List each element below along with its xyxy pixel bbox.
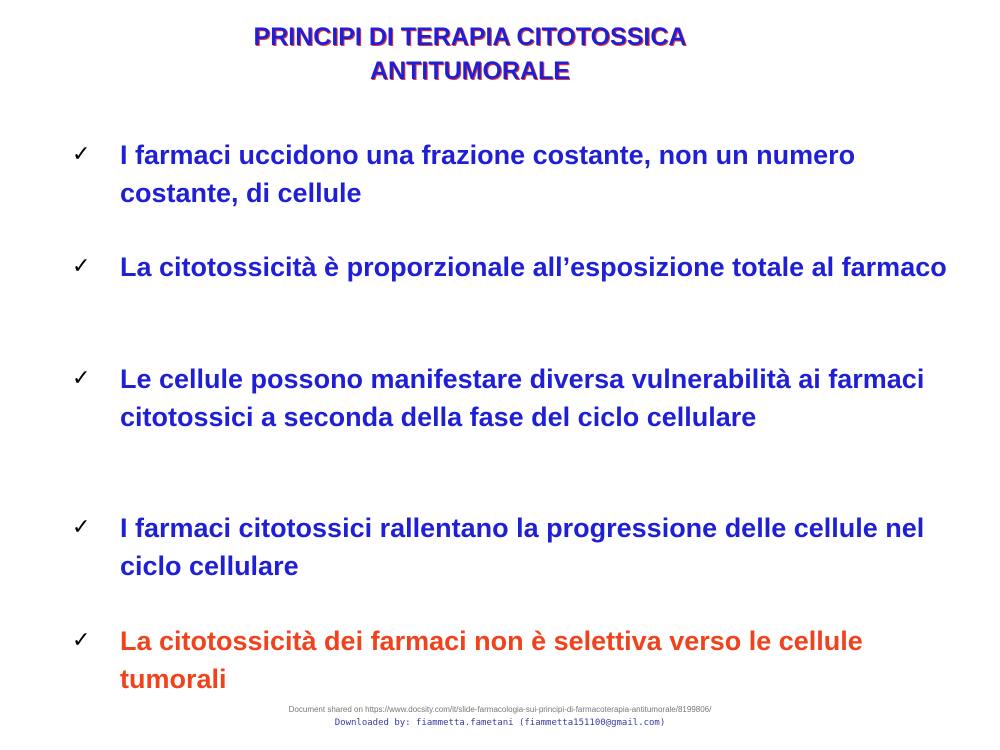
checkmark-icon: ✓ (72, 515, 91, 540)
checkmark-icon: ✓ (72, 628, 91, 653)
download-info: Downloaded by: fiammetta.fametani (fiammetta151100@gmail.com) (334, 718, 666, 728)
bullet-text: I farmaci citotossici rallentano la progressione delle cellule nel ciclo cellulare (120, 513, 925, 581)
slide-title-line-1: PRINCIPI DI TERAPIA CITOTOSSICA (253, 23, 687, 51)
bullet-text: Le cellule possono manifestare diversa vulnerabilità ai farmaci citotossici a seconda della fase del ciclo cellulare (120, 364, 925, 432)
checkmark-icon: ✓ (72, 142, 91, 167)
bullet-text-highlight: La citotossicità dei farmaci non è selettiva verso le cellule tumorali (120, 626, 863, 694)
checkmark-icon: ✓ (72, 366, 91, 391)
slide-title-line-2: ANTITUMORALE (370, 57, 570, 85)
bullet-text: La citotossicità è proporzionale all’esposizione totale al farmaco (120, 252, 947, 282)
slide-title (130, 20, 810, 88)
checkmark-icon: ✓ (72, 254, 91, 279)
shared-link[interactable]: Document shared on https://www.docsity.com/it/slide-farmacologia-sui-principi-di-farmacoterapia-antitumorale/8199806/ (288, 705, 712, 714)
bullet-text: I farmaci uccidono una frazione costante, non un numero costante, di cellule (120, 140, 856, 208)
